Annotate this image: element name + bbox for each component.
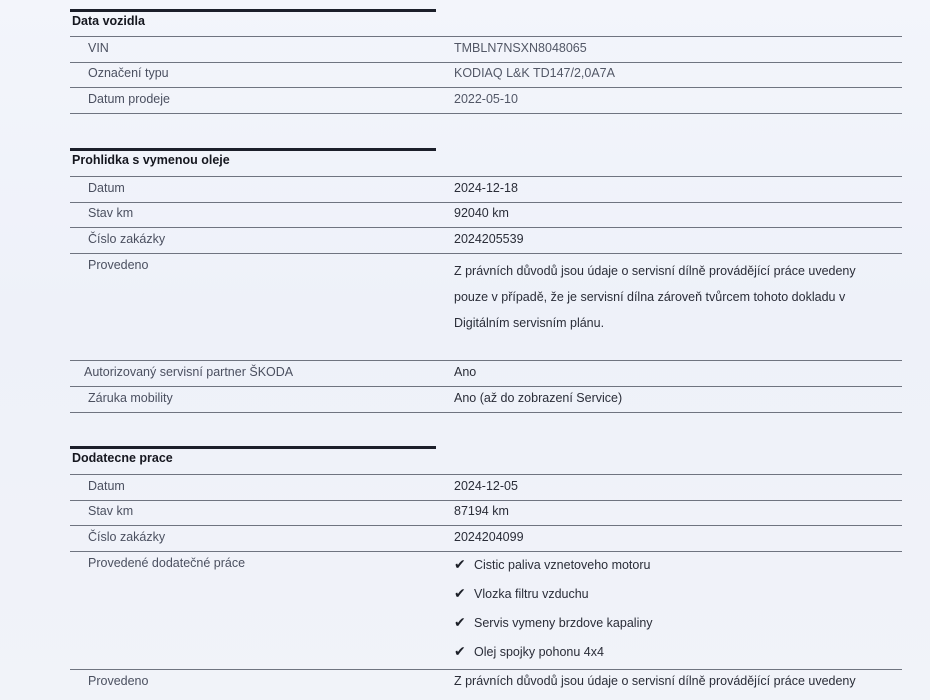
table-row bbox=[70, 500, 902, 526]
row-label: VIN bbox=[88, 41, 109, 55]
work-item bbox=[454, 644, 604, 660]
additional-work-section bbox=[70, 446, 902, 700]
section-divider bbox=[70, 9, 436, 12]
row-label: Číslo zakázky bbox=[88, 530, 166, 544]
row-value: 92040 km bbox=[454, 206, 509, 220]
row-value: 2024204099 bbox=[454, 530, 524, 544]
checkmark-icon: ✔ bbox=[454, 586, 466, 602]
table-row bbox=[70, 88, 902, 114]
section-divider bbox=[70, 148, 436, 151]
table-row bbox=[70, 552, 902, 670]
work-item-label: Olej spojky pohonu 4x4 bbox=[474, 645, 604, 659]
table-row bbox=[70, 670, 902, 700]
table-row bbox=[70, 36, 902, 63]
section-title: Prohlidka s vymenou oleje bbox=[72, 153, 230, 167]
table-row bbox=[70, 526, 902, 552]
table-row bbox=[70, 202, 902, 228]
table-row bbox=[70, 254, 902, 361]
row-label: Stav km bbox=[88, 206, 134, 220]
row-label: Označení typu bbox=[88, 66, 169, 80]
row-label: Datum prodeje bbox=[88, 92, 170, 106]
note-line: Z právních důvodů jsou údaje o servisní dílně provádějící práce uvedeny bbox=[454, 264, 856, 278]
work-item bbox=[454, 615, 653, 631]
table-row bbox=[70, 228, 902, 254]
row-label: Datum bbox=[88, 479, 125, 493]
section-title: Dodatecne prace bbox=[72, 451, 173, 465]
work-item-label: Vlozka filtru vzduchu bbox=[474, 587, 589, 601]
vehicle-data-section bbox=[70, 9, 902, 119]
table-row bbox=[70, 176, 902, 203]
work-item bbox=[454, 557, 650, 573]
table-row bbox=[70, 474, 902, 501]
row-value: 2024-12-05 bbox=[454, 479, 518, 493]
work-item bbox=[454, 586, 589, 602]
row-value: 2024205539 bbox=[454, 232, 524, 246]
section-title: Data vozidla bbox=[72, 14, 145, 28]
row-value: 2024-12-18 bbox=[454, 181, 518, 195]
row-value: TMBLN7NSXN8048065 bbox=[454, 41, 587, 55]
row-value: 2022-05-10 bbox=[454, 92, 518, 106]
row-label: Číslo zakázky bbox=[88, 232, 166, 246]
row-value: Ano (až do zobrazení Service) bbox=[454, 391, 623, 405]
note-line: pouze v případě, že je servisní dílna zároveň tvůrcem tohoto dokladu v bbox=[454, 290, 846, 304]
row-value: KODIAQ L&K TD147/2,0A7A bbox=[454, 66, 615, 80]
checkmark-icon: ✔ bbox=[454, 615, 466, 631]
performed-note: Z právních důvodů jsou údaje o servisní dílně provádějící práce uvedeny bbox=[454, 674, 856, 688]
row-label: Autorizovaný servisní partner ŠKODA bbox=[84, 365, 294, 379]
table-row bbox=[70, 387, 902, 413]
work-item-label: Cistic paliva vznetoveho motoru bbox=[474, 558, 651, 572]
row-value: 87194 km bbox=[454, 504, 509, 518]
row-label: Záruka mobility bbox=[88, 391, 173, 405]
row-label: Provedeno bbox=[88, 258, 149, 272]
table-row bbox=[70, 62, 902, 88]
oil-service-section bbox=[70, 148, 902, 418]
work-item-label: Servis vymeny brzdove kapaliny bbox=[474, 616, 653, 630]
row-label: Datum bbox=[88, 181, 125, 195]
note-line: Digitálním servisním plánu. bbox=[454, 316, 605, 330]
checkmark-icon: ✔ bbox=[454, 644, 466, 660]
row-label: Provedené dodatečné práce bbox=[88, 556, 246, 570]
row-label: Stav km bbox=[88, 504, 134, 518]
checkmark-icon: ✔ bbox=[454, 557, 466, 573]
performed-note bbox=[454, 258, 902, 336]
table-row bbox=[70, 361, 902, 387]
section-divider bbox=[70, 446, 436, 449]
row-label: Provedeno bbox=[88, 674, 149, 688]
row-value: Ano bbox=[454, 365, 477, 379]
